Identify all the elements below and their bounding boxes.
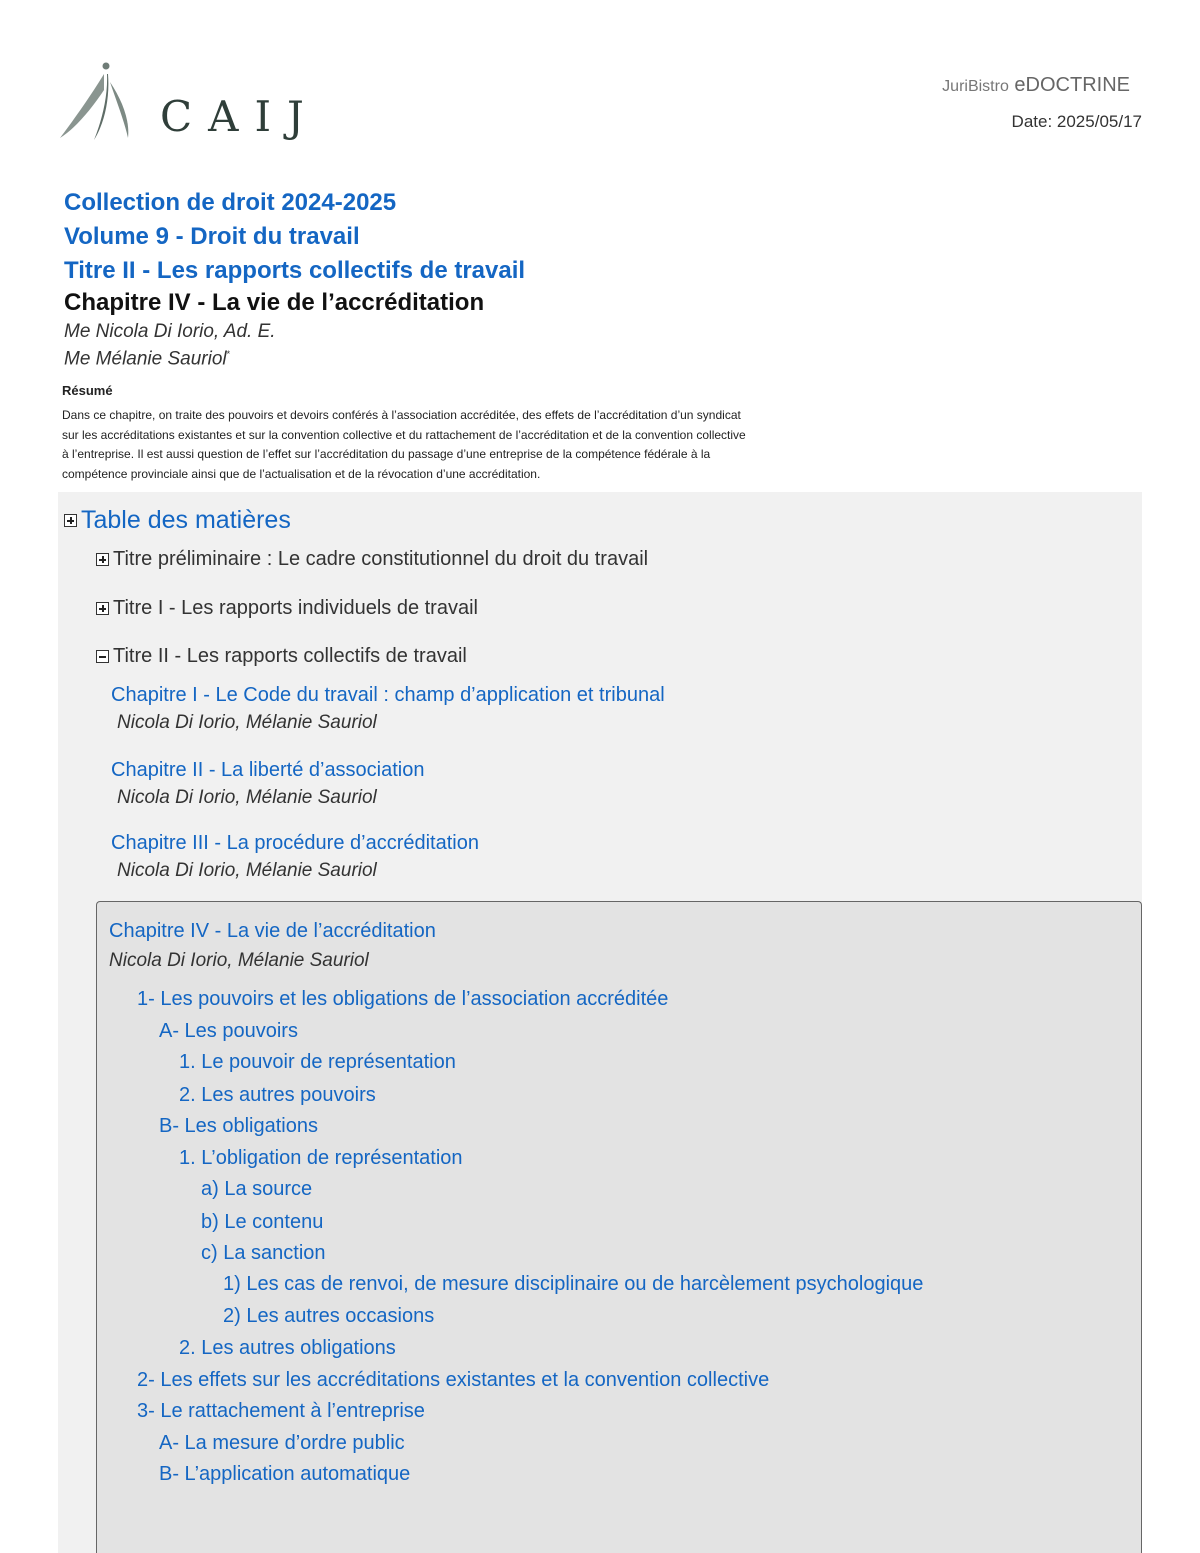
- titre-title: Titre II - Les rapports collectifs de travail: [64, 257, 526, 284]
- toc-subpoint[interactable]: c) La sanction: [201, 1242, 326, 1264]
- author-2: Me Mélanie Sauriol: [64, 348, 227, 370]
- chapter-authors: Nicola Di Iorio, Mélanie Sauriol: [117, 712, 377, 733]
- toc-subsection-b[interactable]: B- Les obligations: [159, 1115, 318, 1137]
- expand-icon[interactable]: [96, 553, 109, 566]
- document-titles: [64, 186, 1144, 370]
- toc-titre-2[interactable]: [96, 645, 467, 668]
- resume-line: Dans ce chapitre, on traite des pouvoirs et devoirs conférés à l’association accréditée, des effets de l’accréditation d’un syndicat: [62, 408, 741, 422]
- toc-subsubpoint[interactable]: 1) Les cas de renvoi, de mesure disciplinaire ou de harcèlement psychologique: [223, 1273, 924, 1295]
- toc-titre-label[interactable]: Titre II - Les rapports collectifs de travail: [113, 645, 467, 667]
- brand-prefix: JuriBistro: [942, 78, 1009, 95]
- caij-logo-mark: [58, 60, 158, 144]
- toc-point[interactable]: 2. Les autres obligations: [179, 1337, 396, 1359]
- export-date: Date: 2025/05/17: [1011, 112, 1142, 131]
- chapter-authors: Nicola Di Iorio, Mélanie Sauriol: [117, 860, 377, 881]
- resume-section: [62, 383, 912, 484]
- toc-subsection-a[interactable]: A- Les pouvoirs: [159, 1020, 298, 1042]
- logo-text: CAIJ: [160, 92, 320, 141]
- expand-icon[interactable]: [96, 602, 109, 615]
- chapter-link[interactable]: Chapitre III - La procédure d’accréditation: [111, 832, 479, 854]
- toc-heading[interactable]: Table des matières: [81, 506, 291, 534]
- toc-point[interactable]: 1. Le pouvoir de représentation: [179, 1051, 456, 1073]
- collapse-icon[interactable]: [96, 650, 109, 663]
- brand-name: eDOCTRINE: [1014, 74, 1130, 96]
- toc-titre-1[interactable]: [96, 597, 478, 620]
- toc-header[interactable]: [64, 506, 291, 535]
- current-chapter-link[interactable]: Chapitre IV - La vie de l’accréditation: [109, 920, 436, 942]
- author-1: Me Nicola Di Iorio, Ad. E.: [64, 321, 276, 342]
- author-2-footnote[interactable]: *: [226, 349, 231, 359]
- toc-subpoint[interactable]: b) Le contenu: [201, 1211, 324, 1233]
- toc-section-2[interactable]: 2- Les effets sur les accréditations existantes et la convention collective: [137, 1369, 770, 1391]
- toc-section-1[interactable]: 1- Les pouvoirs et les obligations de l’association accréditée: [137, 988, 669, 1010]
- resume-body: [62, 406, 912, 484]
- chapter-link[interactable]: Chapitre I - Le Code du travail : champ d’application et tribunal: [111, 684, 665, 706]
- chapitre-title: Chapitre IV - La vie de l’accréditation: [64, 289, 485, 316]
- chapter-authors: Nicola Di Iorio, Mélanie Sauriol: [117, 787, 377, 808]
- current-chapter-authors: Nicola Di Iorio, Mélanie Sauriol: [109, 950, 369, 971]
- chapter-link[interactable]: Chapitre II - La liberté d’association: [111, 759, 425, 781]
- toc-point[interactable]: 1. L’obligation de représentation: [179, 1147, 463, 1169]
- resume-heading: Résumé: [62, 383, 113, 398]
- resume-line: compétence provinciale ainsi que de l’actualisation et de la révocation d’une accréditation.: [62, 466, 541, 481]
- brand-label: [942, 74, 1130, 97]
- volume-title: Volume 9 - Droit du travail: [64, 223, 360, 250]
- resume-line: à l’entreprise. Il est aussi question de l’effet sur l’accréditation du passage d’une entreprise de la compétence fédérale à la: [62, 447, 711, 461]
- caij-logo: [58, 60, 318, 144]
- table-of-contents: [58, 492, 1142, 1553]
- toc-titre-label[interactable]: Titre préliminaire : Le cadre constitutionnel du droit du travail: [113, 548, 649, 570]
- toc-subsection-b[interactable]: B- L’application automatique: [159, 1463, 411, 1485]
- collection-title: Collection de droit 2024-2025: [64, 189, 397, 216]
- resume-line: sur les accréditations existantes et sur la convention collective et du rattachement de l’accréditation et de la convention collective: [62, 427, 746, 442]
- current-chapter-box: [96, 901, 1142, 1553]
- toc-chapter-2: [111, 756, 425, 812]
- toc-titre-preliminaire[interactable]: [96, 548, 648, 571]
- toc-subsection-a[interactable]: A- La mesure d’ordre public: [159, 1432, 405, 1454]
- toc-chapter-1: [111, 681, 665, 737]
- toc-subpoint[interactable]: a) La source: [201, 1178, 313, 1200]
- authors-block: [64, 320, 1144, 370]
- toc-chapter-3: [111, 829, 479, 885]
- toc-point[interactable]: 2. Les autres pouvoirs: [179, 1084, 376, 1106]
- expand-icon[interactable]: [64, 514, 77, 527]
- toc-titre-label[interactable]: Titre I - Les rapports individuels de travail: [113, 597, 478, 619]
- toc-subsubpoint[interactable]: 2) Les autres occasions: [223, 1305, 435, 1327]
- toc-section-3[interactable]: 3- Le rattachement à l’entreprise: [137, 1400, 425, 1422]
